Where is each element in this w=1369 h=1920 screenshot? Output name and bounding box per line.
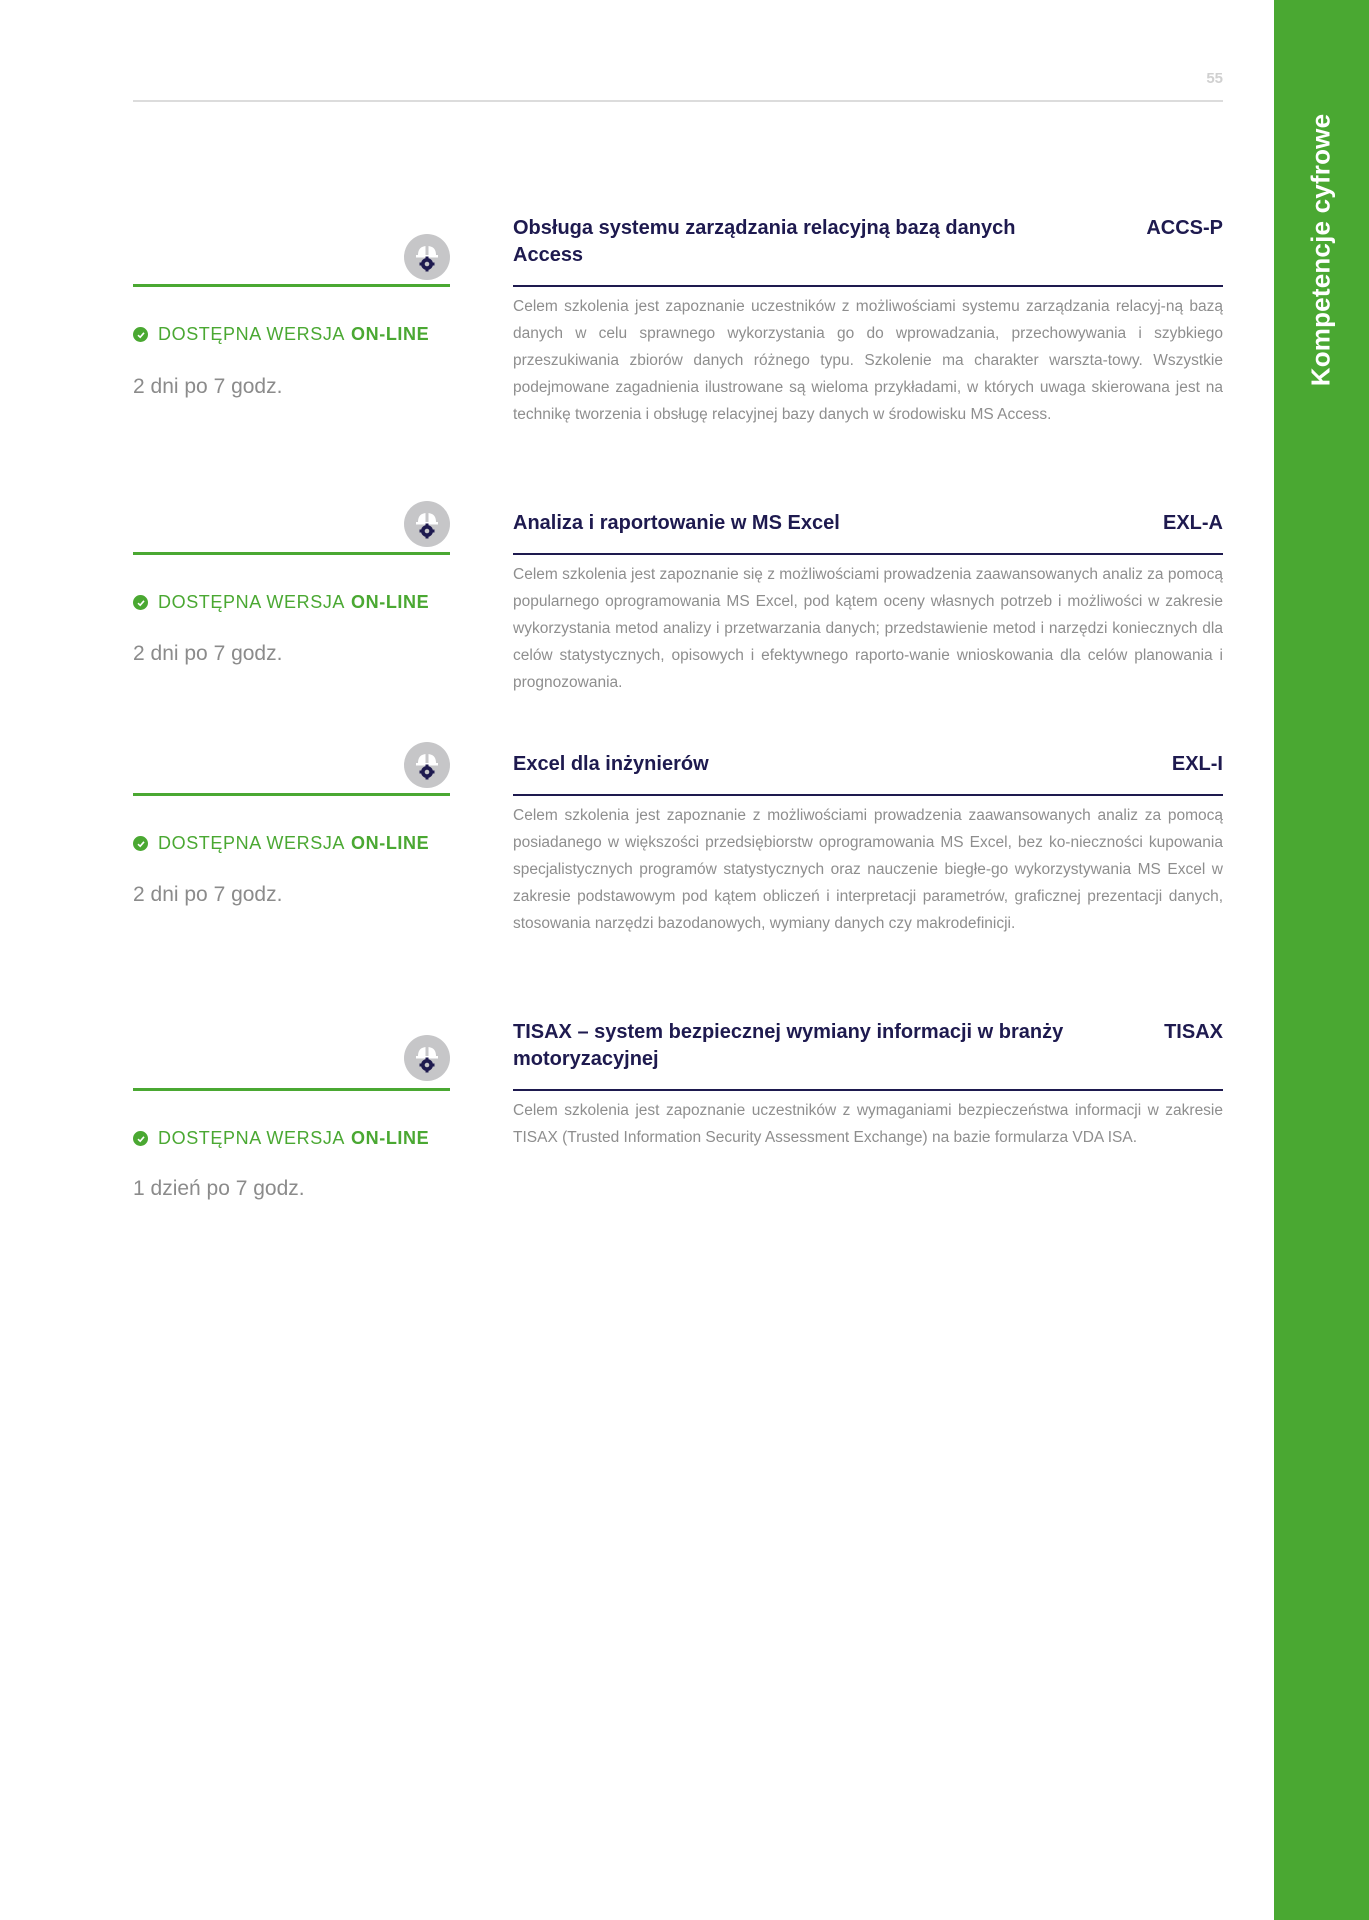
course-content: [513, 1019, 1223, 1151]
course-title: Analiza i raportowanie w MS Excel: [513, 512, 840, 534]
online-emphasis: ON-LINE: [351, 592, 430, 612]
page-number: 55: [1206, 70, 1223, 87]
course-title-divider: [513, 1089, 1223, 1091]
course-title: TISAX – system bezpiecznej wymiany informacji w branży motoryzacyjnej: [513, 1021, 1064, 1070]
course-description: Celem szkolenia jest zapoznanie uczestników z wymaganiami bezpieczeństwa informacji w zakresie TISAX (Trusted Information Security Assessment Exchange) na bazie formularza VDA ISA.: [513, 1102, 1223, 1146]
course-meta: [133, 215, 450, 515]
course-title-row: [513, 510, 1223, 547]
course-description: Celem szkolenia jest zapoznanie się z możliwościami prowadzenia zaawansowanych analiz za pomocą popularnego oprogramowania MS Excel, pod kątem oceny własnych potrzeb i możliwości w zakresie wykorzystania metod analizy i przetwarzania danych; przedstawienie metod i narzędzi koniecznych dla celów statystycznych, opisowych i efektywnego raporto-wanie wnioskowania dla celów planowania i prognozowania.: [513, 566, 1223, 691]
hardhat-gear-icon: [404, 501, 450, 547]
online-availability: [133, 1128, 429, 1149]
online-label: DOSTĘPNA WERSJA: [158, 1128, 346, 1148]
course-meta: [133, 751, 450, 1051]
online-label: DOSTĘPNA WERSJA: [158, 592, 346, 612]
course-green-divider: [133, 793, 450, 796]
online-emphasis: ON-LINE: [351, 833, 430, 853]
header-divider: [133, 100, 1223, 102]
hardhat-gear-icon: [404, 1035, 450, 1081]
course-meta: [133, 1019, 450, 1319]
course-content: [513, 215, 1223, 428]
course-title-divider: [513, 285, 1223, 287]
online-availability: [133, 324, 429, 345]
course-title: Obsługa systemu zarządzania relacyjną bazą danych Access: [513, 217, 1016, 266]
course-title-divider: [513, 794, 1223, 796]
hardhat-gear-icon: [404, 234, 450, 280]
course-description: Celem szkolenia jest zapoznanie uczestników z możliwościami systemu zarządzania relacyj-ną bazą danych w celu sprawnego wykorzystania go do wprowadzania, przechowywania i szybkiego przeszukiwania zbiorów danych różnego typu. Szkolenie ma charakter warszta-towy. Wszystkie podejmowane zagadnienia ilustrowane są wieloma przykładami, w których uwaga skierowana jest na technikę tworzenia i obsługę relacyjnej bazy danych w środowisku MS Access.: [513, 298, 1223, 423]
course-green-divider: [133, 284, 450, 287]
course-title-row: [513, 751, 1223, 788]
course-duration: 2 dni po 7 godz.: [133, 883, 283, 906]
course-title-row: [513, 215, 1223, 279]
online-emphasis: ON-LINE: [351, 324, 430, 344]
course-code: TISAX: [1164, 1021, 1223, 1043]
online-label: DOSTĘPNA WERSJA: [158, 833, 346, 853]
course-duration: 1 dzień po 7 godz.: [133, 1177, 305, 1200]
course-code: EXL-I: [1171, 753, 1223, 775]
online-availability: [133, 833, 429, 854]
online-label: DOSTĘPNA WERSJA: [158, 324, 346, 344]
course-title-divider: [513, 553, 1223, 555]
section-title: Kompetencje cyfrowe: [1305, 113, 1336, 387]
course-code: EXL-A: [1163, 512, 1223, 534]
online-availability: [133, 592, 429, 613]
course-duration: 2 dni po 7 godz.: [133, 642, 283, 665]
online-emphasis: ON-LINE: [351, 1128, 430, 1148]
course-title-row: [513, 1019, 1223, 1083]
check-circle-icon: [133, 836, 148, 851]
check-circle-icon: [133, 1131, 148, 1146]
course-content: [513, 751, 1223, 937]
course-description: Celem szkolenia jest zapoznanie z możliwościami prowadzenia zaawansowanych analiz za pomocą posiadanego w większości przedsiębiorstw oprogramowania MS Excel, bez ko-nieczności kupowania specjalistycznych programów statystycznych oraz nauczenie biegłe-go wykorzystywania MS Excel w zakresie podstawowym pod kątem obliczeń i interpretacji parametrów, graficznej prezentacji danych, stosowania narzędzi bazodanowych, wymiany danych czy makrodefinicji.: [513, 807, 1223, 932]
course-code: ACCS-P: [1146, 217, 1223, 239]
course-green-divider: [133, 1088, 450, 1091]
course-title: Excel dla inżynierów: [513, 753, 709, 775]
hardhat-gear-icon: [404, 742, 450, 788]
check-circle-icon: [133, 327, 148, 342]
course-duration: 2 dni po 7 godz.: [133, 375, 283, 398]
check-circle-icon: [133, 595, 148, 610]
course-green-divider: [133, 552, 450, 555]
course-content: [513, 510, 1223, 696]
